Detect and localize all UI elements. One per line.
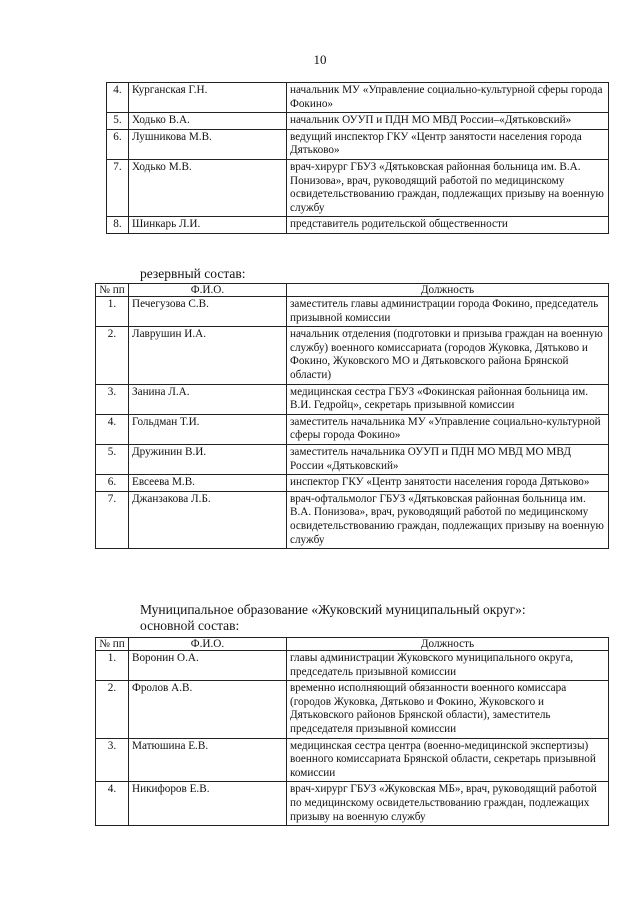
commission-table-reserve — [95, 283, 609, 549]
table-row — [96, 738, 609, 782]
member-position: медицинская сестра центра (военно-медицинской экспертизы) военного комиссариата Брянской области, секретарь призывной комиссии — [287, 738, 609, 782]
header-number: № пп — [96, 638, 129, 651]
member-position: начальник отделения (подготовки и призыва граждан на военную службу) военного комиссариата (городов Жуковка, Дятьково и Фокино, Жуковского МО и Дятьковского района Брянской области) — [287, 327, 609, 384]
table-row — [107, 217, 609, 234]
row-number: 2. — [96, 327, 129, 384]
table-row — [96, 297, 609, 327]
table-row — [96, 384, 609, 414]
row-number: 7. — [96, 491, 129, 548]
member-name: Дружинин В.И. — [129, 444, 287, 474]
member-position: врач-хирург ГБУЗ «Жуковская МБ», врач, руководящий работой по медицинскому освидетельствованию граждан, подлежащих призыву на военную службу — [287, 782, 609, 826]
member-name: Гольдман Т.И. — [129, 414, 287, 444]
main-section-title: основной состав: — [140, 618, 240, 633]
header-name: Ф.И.О. — [129, 638, 287, 651]
member-position: медицинская сестра ГБУЗ «Фокинская районная больница им. В.И. Гедройц», секретарь призывной комиссии — [287, 384, 609, 414]
member-name: Никифоров Е.В. — [129, 782, 287, 826]
member-position: заместитель начальника МУ «Управление социально-культурной сферы города Фокино» — [287, 414, 609, 444]
table-row — [96, 327, 609, 384]
table-row — [96, 444, 609, 474]
table-row — [107, 83, 609, 113]
row-number: 6. — [107, 129, 129, 159]
reserve-section-title: резервный состав: — [140, 266, 246, 281]
row-number: 4. — [96, 414, 129, 444]
member-position: главы администрации Жуковского муниципального округа, председатель призывной комиссии — [287, 651, 609, 681]
member-name: Фролов А.В. — [129, 681, 287, 738]
row-number: 7. — [107, 159, 129, 216]
row-number: 3. — [96, 738, 129, 782]
member-name: Лушникова М.В. — [129, 129, 287, 159]
row-number: 6. — [96, 475, 129, 492]
table2-body — [96, 297, 609, 549]
member-position: врач-офтальмолог ГБУЗ «Дятьковская районная больница им. В.А. Понизова», врач, руководящий работой по медицинскому освидетельствованию граждан, подлежащих призыву на военную службу — [287, 491, 609, 548]
table-row — [96, 782, 609, 826]
row-number: 3. — [96, 384, 129, 414]
table2-header — [96, 284, 609, 297]
member-name: Матюшина Е.В. — [129, 738, 287, 782]
table3-header — [96, 638, 609, 651]
member-position: заместитель главы администрации города Фокино, председатель призывной комиссии — [287, 297, 609, 327]
row-number: 4. — [96, 782, 129, 826]
table-row — [107, 113, 609, 130]
table-row — [107, 129, 609, 159]
table-row — [96, 491, 609, 548]
table-row — [96, 475, 609, 492]
row-number: 5. — [96, 444, 129, 474]
member-position: ведущий инспектор ГКУ «Центр занятости населения города Дятьково» — [287, 129, 609, 159]
commission-table-main-continued — [106, 82, 609, 234]
table1-body — [107, 83, 609, 234]
municipality-title: Муниципальное образование «Жуковский муниципальный округ»: — [140, 602, 526, 617]
table-row — [96, 651, 609, 681]
row-number: 1. — [96, 651, 129, 681]
member-name: Евсеева М.В. — [129, 475, 287, 492]
header-position: Должность — [287, 638, 609, 651]
row-number: 1. — [96, 297, 129, 327]
header-name: Ф.И.О. — [129, 284, 287, 297]
member-name: Курганская Г.Н. — [129, 83, 287, 113]
member-name: Ходько В.А. — [129, 113, 287, 130]
member-name: Ходько М.В. — [129, 159, 287, 216]
member-name: Джанзакова Л.Б. — [129, 491, 287, 548]
row-number: 2. — [96, 681, 129, 738]
header-position: Должность — [287, 284, 609, 297]
row-number: 4. — [107, 83, 129, 113]
table3-body — [96, 651, 609, 826]
member-position: заместитель начальника ОУУП и ПДН МО МВД МО МВД России «Дятьковский» — [287, 444, 609, 474]
member-name: Воронин О.А. — [129, 651, 287, 681]
table-row — [96, 681, 609, 738]
table-row — [107, 159, 609, 216]
table-row — [96, 414, 609, 444]
page-number: 10 — [313, 52, 327, 67]
member-position: представитель родительской общественности — [287, 217, 609, 234]
member-name: Лаврушин И.А. — [129, 327, 287, 384]
member-name: Печегузова С.В. — [129, 297, 287, 327]
member-position: врач-хирург ГБУЗ «Дятьковская районная больница им. В.А. Понизова», врач, руководящий работой по медицинскому освидетельствованию граждан, подлежащих призыву на военную службу — [287, 159, 609, 216]
member-position: временно исполняющий обязанности военного комиссара (городов Жуковка, Дятьково и Фокино, Жуковского и Дятьковского районов Брянской области), заместитель председателя призывной комиссии — [287, 681, 609, 738]
commission-table-zhukovsky-main — [95, 637, 609, 826]
member-position: начальник ОУУП и ПДН МО МВД России–«Дятьковский» — [287, 113, 609, 130]
member-position: начальник МУ «Управление социально-культурной сферы города Фокино» — [287, 83, 609, 113]
header-row — [96, 638, 609, 651]
header-row — [96, 284, 609, 297]
row-number: 5. — [107, 113, 129, 130]
member-name: Шинкарь Л.И. — [129, 217, 287, 234]
member-name: Занина Л.А. — [129, 384, 287, 414]
member-position: инспектор ГКУ «Центр занятости населения города Дятьково» — [287, 475, 609, 492]
header-number: № пп — [96, 284, 129, 297]
row-number: 8. — [107, 217, 129, 234]
